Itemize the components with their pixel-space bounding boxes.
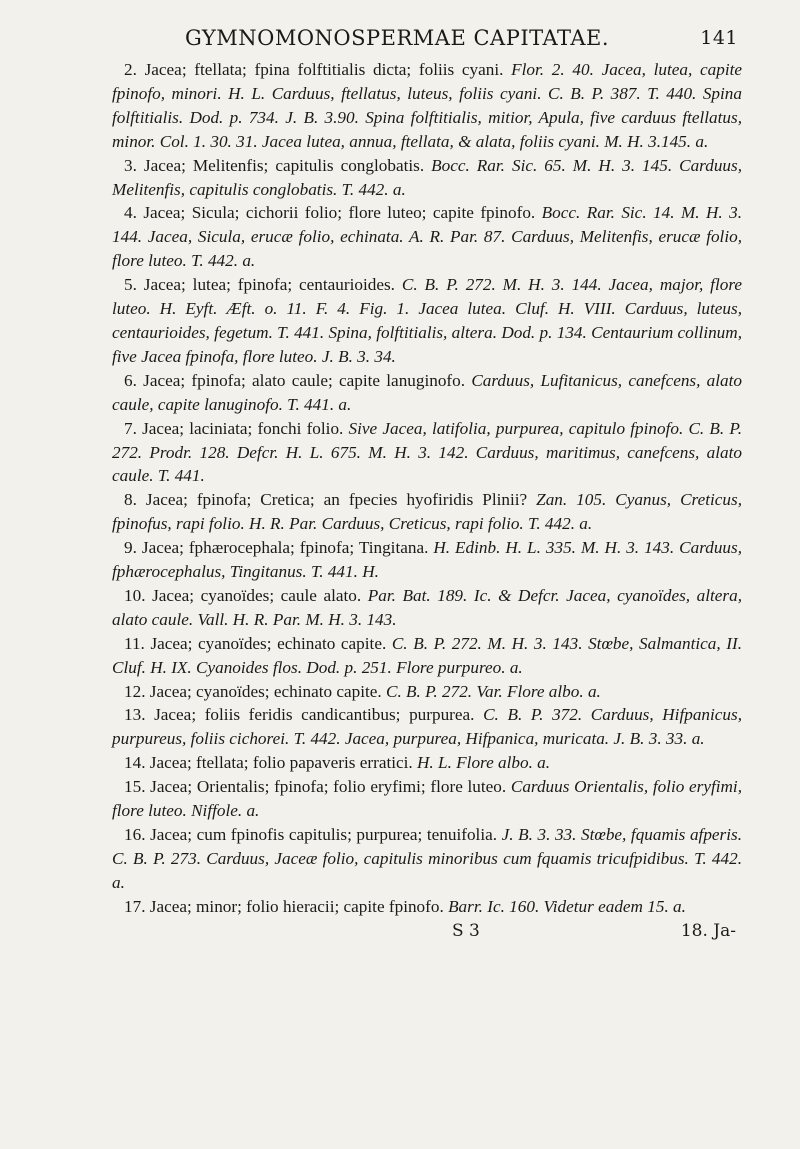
entry-references: Par. Bat. 189. Ic. & Defcr. Jacea, cyanoïdes, altera, alato caule. Vall. H. R. Par. M. H. 3. 143. [112, 585, 743, 629]
entry-number: 10. [124, 585, 146, 605]
entry-number: 12. [124, 681, 146, 701]
page-title: GYMNOMONOSPERMAE CAPITATAE. [184, 26, 610, 50]
entry-number: 9. [124, 538, 137, 558]
entry-description: Jacea; ftellata; fpina folftitialis dicta; foliis cyani. [144, 60, 512, 79]
running-header [112, 18, 742, 58]
species-entry [112, 751, 742, 775]
entry-number: 14. [124, 753, 146, 773]
entry-description: Jacea; cyanoïdes; caule alato. [152, 585, 368, 605]
entry-number: 11. [124, 633, 145, 653]
species-entry [112, 680, 742, 704]
entry-number: 7. [124, 418, 137, 438]
species-entry [112, 369, 742, 417]
entry-description: Jacea; fphærocephala; fpinofa; Tingitana. [141, 538, 434, 558]
entry-references: C. B. P. 272. M. H. 3. 144. Jacea, major, flore luteo. H. Eyft. Æft. o. 11. F. 4. Fig. 1. Jacea lutea. Cluf. H. VIII. Carduus, luteus, centaurioides, fegetum. T. 441. Spina, folftitialis, altera. Dod. p. 134. Centaurium collinum, five Jacea fpinofa, flore luteo. J. B. 3. 34. [112, 275, 742, 366]
entry-references: Carduus Orientalis, folio eryfimi, flore luteo. Niffole. a. [112, 777, 742, 821]
entry-description: Jacea; cyanoïdes; echinato capite. [150, 633, 392, 653]
species-entry [112, 536, 742, 584]
entry-description: Jacea; minor; folio hieracii; capite fpinofo. [149, 896, 449, 916]
entry-number: 13. [124, 705, 146, 725]
entry-description: Jacea; Melitenfis; capitulis conglobatis. [143, 155, 432, 175]
species-entry [112, 632, 742, 680]
entry-description: Jacea; ftellata; folio papaveris erratici. [149, 753, 418, 773]
species-entry [112, 417, 742, 489]
page-number: 141 [700, 27, 738, 49]
entry-references: Carduus, Lufitanicus, canefcens, alato caule, capite lanuginofo. T. 441. a. [112, 370, 742, 414]
species-entry [112, 154, 742, 202]
entry-number: 2. [124, 60, 137, 79]
entry-number: 3. [124, 155, 137, 175]
entry-references: Flor. 2. 40. Jacea, lutea, capite fpinofo, minori. H. L. Carduus, ftellatus, luteus, foliis cyani. C. B. P. 387. T. 440. Spina folftitialis. Dod. p. 734. J. B. 3.90. Spina folftitialis, mitior, Apula, five carduus ftellatus, minor. Col. 1. 30. 31. Jacea lutea, annua, ftellata, & alata, foliis cyani. M. H. 3.145. a. [112, 60, 743, 151]
species-entry [112, 488, 742, 536]
entry-number: 16. [124, 825, 146, 844]
species-entry [112, 584, 742, 632]
entry-description: Jacea; cum fpinofis capitulis; purpurea; tenuifolia. [150, 825, 502, 844]
entry-references: Zan. 105. Cyanus, Creticus, fpinofus, rapi folio. H. R. Par. Carduus, Creticus, rapi folio. T. 442. a. [112, 490, 742, 534]
entry-description: Jacea; lutea; fpinofa; centaurioides. [143, 275, 402, 295]
entry-references: Sive Jacea, latifolia, purpurea, capitulo fpinofo. C. B. P. 272. Prodr. 128. Defcr. H. L. 675. M. H. 3. 142. Carduus, maritimus, canefcens, alato caule. T. 441. [112, 418, 742, 486]
entry-references: J. B. 3. 33. Stœbe, fquamis afperis. C. B. P. 273. Carduus, Jaceæ folio, capitulis minoribus cum fquamis tricufpidibus. T. 442. a. [112, 825, 742, 892]
entry-description: Jacea; foliis feridis candicantibus; purpurea. [154, 705, 484, 725]
species-list [112, 58, 742, 919]
entry-description: Jacea; fpinofa; Cretica; an fpecies hyofiridis Plinii? [145, 490, 537, 510]
species-entry [112, 58, 742, 154]
species-entry [112, 775, 742, 823]
entry-references: C. B. P. 272. M. H. 3. 143. Stœbe, Salmantica, II. Cluf. H. IX. Cyanoides flos. Dod. p. 251. Flore purpureo. a. [112, 633, 742, 677]
entry-references: H. L. Flore albo. a. [417, 753, 551, 773]
entry-references: C. B. P. 372. Carduus, Hifpanicus, purpureus, foliis cichorei. T. 442. Jacea, purpurea, Hifpanica, muricata. J. B. 3. 33. a. [112, 705, 742, 749]
entry-number: 5. [124, 275, 137, 295]
species-entry [112, 273, 742, 369]
species-entry [112, 895, 742, 919]
catchword: 18. Ja- [680, 920, 736, 941]
entry-description: Jacea; Sicula; cichorii folio; flore luteo; capite fpinofo. [143, 203, 542, 223]
entry-references: Bocc. Rar. Sic. 65. M. H. 3. 145. Carduus, Melitenfis, capitulis conglobatis. T. 442. a. [112, 155, 743, 199]
entry-description: Jacea; laciniata; fonchi folio. [142, 418, 349, 438]
entry-description: Jacea; fpinofa; alato caule; capite lanuginofo. [143, 370, 472, 390]
page-footer [112, 921, 742, 947]
entry-references: Bocc. Rar. Sic. 14. M. H. 3. 144. Jacea, Sicula, erucæ folio, echinata. A. R. Par. 87. Carduus, Melitenfis, erucæ folio, flore luteo. T. 442. a. [112, 203, 742, 271]
entry-number: 6. [124, 370, 137, 390]
species-entry [112, 703, 742, 751]
entry-number: 4. [124, 203, 137, 223]
entry-number: 8. [124, 490, 137, 510]
entry-number: 17. [124, 896, 146, 916]
entry-references: C. B. P. 272. Var. Flore albo. a. [386, 681, 601, 701]
entry-references: Barr. Ic. 160. Videtur eadem 15. a. [448, 896, 686, 916]
species-entry [112, 823, 742, 895]
entry-number: 15. [124, 777, 146, 797]
entry-references: H. Edinb. H. L. 335. M. H. 3. 143. Carduus, fphærocephalus, Tingitanus. T. 441. H. [112, 538, 743, 582]
entry-description: Jacea; cyanoïdes; echinato capite. [149, 681, 386, 701]
species-entry [112, 201, 742, 273]
entry-description: Jacea; Orientalis; fpinofa; folio eryfimi; flore luteo. [150, 777, 511, 797]
signature-mark: S 3 [452, 920, 480, 941]
